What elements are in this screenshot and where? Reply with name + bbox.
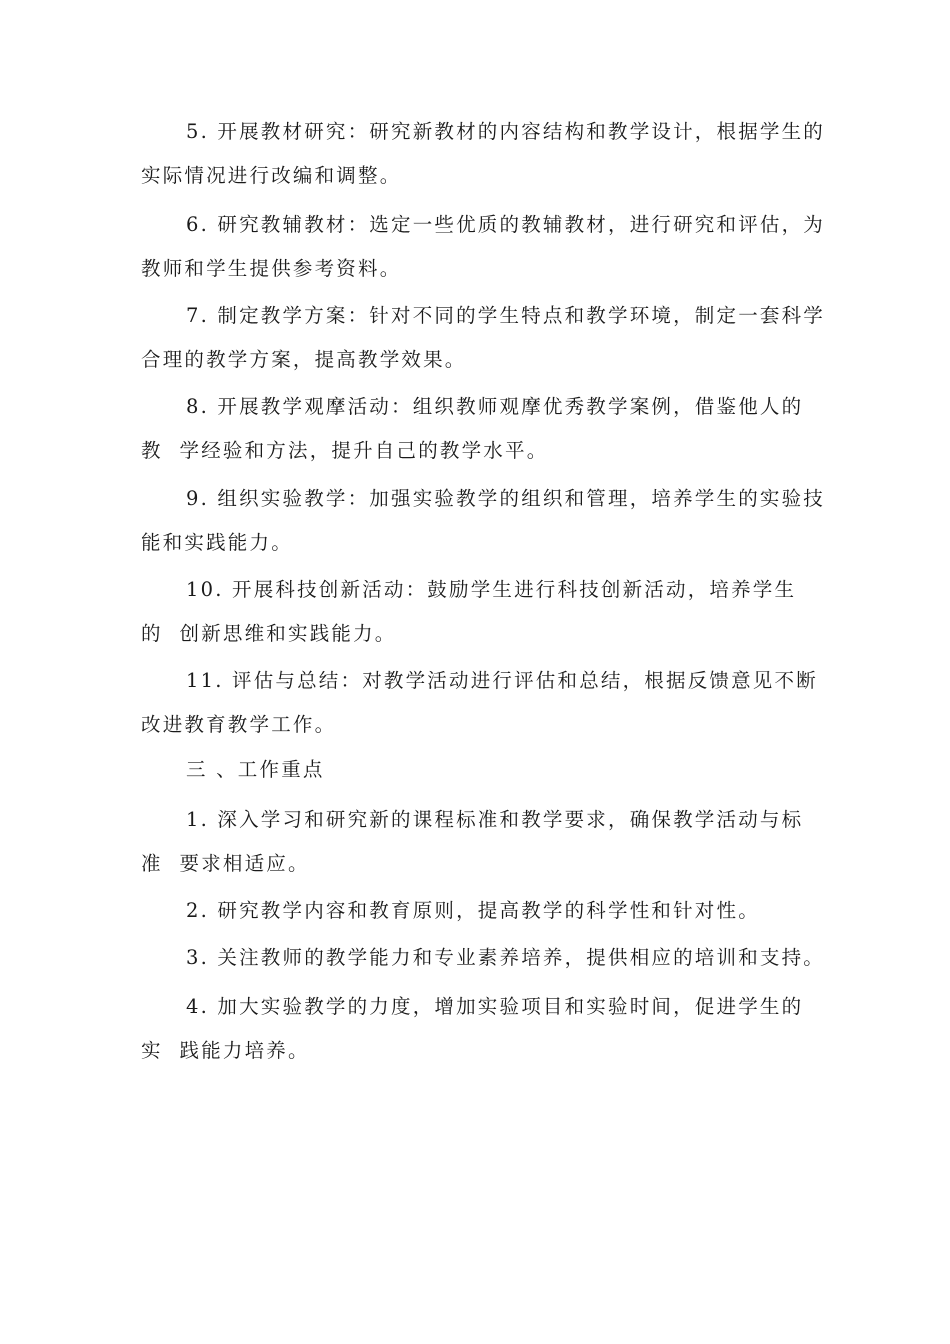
paragraph-5-line-1: 5. 开展教材研究：研究新教材的内容结构和教学设计，根据学生的	[186, 120, 826, 143]
key-point-1-line-2: 准 要求相适应。	[141, 852, 310, 875]
key-point-1-line-1: 1. 深入学习和研究新的课程标准和教学要求，确保教学活动与标	[186, 808, 804, 831]
paragraph-8-line-2: 教 学经验和方法，提升自己的教学水平。	[141, 439, 549, 462]
paragraph-6-line-1: 6. 研究教辅教材：选定一些优质的教辅教材，进行研究和评估，为	[186, 213, 826, 236]
paragraph-7-line-1: 7. 制定教学方案：针对不同的学生特点和教学环境，制定一套科学	[186, 304, 826, 327]
paragraph-10-line-2: 的 创新思维和实践能力。	[141, 622, 397, 645]
key-point-4-line-1: 4. 加大实验教学的力度，增加实验项目和实验时间，促进学生的	[186, 995, 804, 1018]
paragraph-11-line-1: 11. 评估与总结：对教学活动进行评估和总结，根据反馈意见不断	[186, 669, 818, 692]
paragraph-5-line-2: 实际情况进行改编和调整。	[141, 164, 402, 187]
key-point-2-line-1: 2. 研究教学内容和教育原则，提高教学的科学性和针对性。	[186, 899, 760, 922]
paragraph-11-line-2: 改进教育教学工作。	[141, 713, 337, 736]
section-heading: 三 、工作重点	[186, 758, 325, 781]
paragraph-9-line-2: 能和实践能力。	[141, 531, 293, 554]
key-point-3-line-1: 3. 关注教师的教学能力和专业素养培养，提供相应的培训和支持。	[186, 946, 826, 969]
paragraph-10-line-1: 10. 开展科技创新活动：鼓励学生进行科技创新活动，培养学生	[186, 578, 797, 601]
paragraph-7-line-2: 合理的教学方案，提高教学效果。	[141, 348, 467, 371]
paragraph-6-line-2: 教师和学生提供参考资料。	[141, 257, 402, 280]
paragraph-8-line-1: 8. 开展教学观摩活动：组织教师观摩优秀教学案例，借鉴他人的	[186, 395, 804, 418]
paragraph-9-line-1: 9. 组织实验教学：加强实验教学的组织和管理，培养学生的实验技	[186, 487, 826, 510]
key-point-4-line-2: 实 践能力培养。	[141, 1039, 310, 1062]
